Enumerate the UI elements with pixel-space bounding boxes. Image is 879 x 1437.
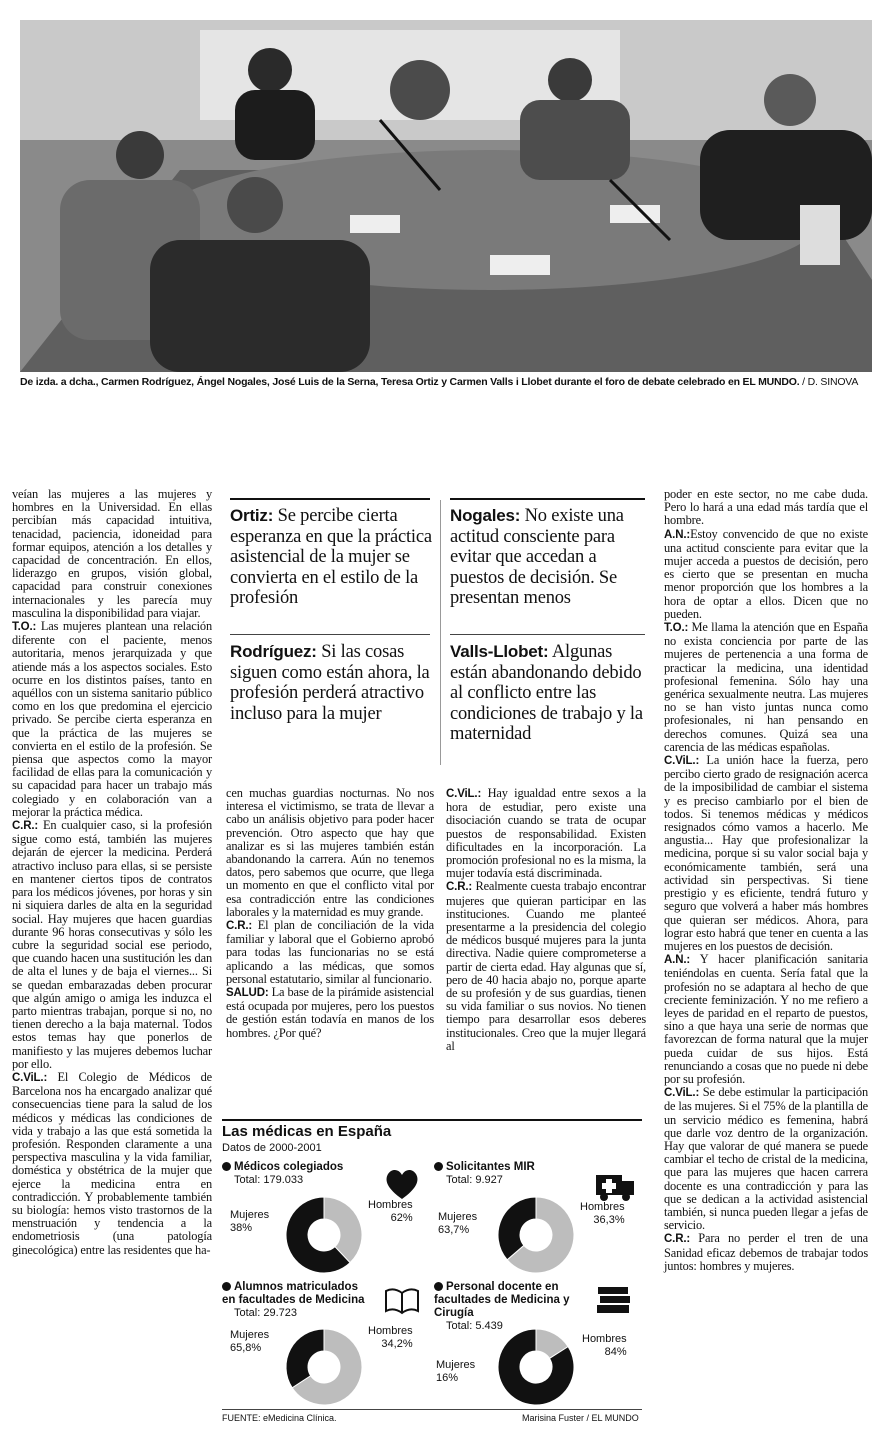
slice-value: 84% [604, 1346, 627, 1358]
paragraph: C.ViL.: El Colegio de Médicos de Barcelona nos ha encargado analizar qué consecuencias tiene para la salud de los médicos y médicas las condiciones de vida y trabajo a las que está sometida la profesión. Responden claramente a una perspectiva masculina y la vida familiar, doméstica y obstétrica de la mujer que ejerce la medicina entra en contradicción. Y probablemente también su biología: hemos visto trastornos de la menstruación y tendencia a la endometriosis (una patología ginecológica) entre las residentes que ha- [12, 1069, 212, 1257]
quote-divider [440, 500, 441, 765]
paragraph: C.R.: Realmente cuesta trabajo encontrar mujeres que quieran participar en las instituciones. Cuando me planteé presentarme a la presidencia del colegio de médicos busqué mujeres para la junta directiva. Nadie quiere comprometerse a partir de cierta edad. Hay algunas que sí, pero de 40 hacia abajo no, porque aparte de su profesión y de sus guardias, tienen su vida familiar o sus novios. No tienen tiempo para desarrollar esos deberes institucionales. Creo que la mujer llegará al [446, 879, 646, 1053]
infobox-bottom-rule [222, 1409, 642, 1410]
speaker-label: C.ViL.: [664, 755, 700, 768]
ambulance-icon [594, 1165, 634, 1203]
bullet-icon [434, 1282, 443, 1291]
quote-speaker: Valls-Llobet: [450, 642, 549, 661]
column-4 [664, 488, 868, 1273]
books-icon [594, 1281, 634, 1319]
paragraph: C.ViL.: Hay igualdad entre sexos a la hora de estudiar, pero existe una disociación cuando se trata de ocupar puestos de responsabilidad. Existen dificultades en la incorporación. La promoción profesional no es la misma, la mujer todavía está discriminada. [446, 786, 646, 881]
quote-separator-left [230, 634, 430, 635]
chart-panel [434, 1281, 639, 1409]
open-book-icon [382, 1281, 422, 1319]
slice-label [582, 1333, 627, 1359]
paragraph: SALUD: La base de la pirámide asistencial está ocupada por mujeres, pero los puestos de gestión están todavía en manos de los hombres. ¿Por qué? [226, 985, 434, 1040]
slice-label [580, 1201, 625, 1227]
chart-total: Total: 179.033 [234, 1174, 304, 1186]
slice-value: 16% [436, 1372, 459, 1384]
chart-title [222, 1161, 372, 1174]
infobox-title: Las médicas en España [222, 1123, 392, 1140]
speaker-label: A.N.: [664, 954, 691, 967]
column-2 [226, 787, 434, 1040]
paragraph: C.R.: Para no perder el tren de una Sanidad eficaz debemos de trabajar todos juntos: hombres y mujeres. [664, 1231, 868, 1273]
speaker-label: C.ViL.: [664, 1087, 700, 1100]
donut-chart [284, 1195, 364, 1275]
slice-name: Hombres [580, 1201, 625, 1213]
slice-name: Hombres [582, 1333, 627, 1345]
chart-title-text: Alumnos matriculados en facultades de Medicina [222, 1281, 365, 1306]
chart-total: Total: 29.723 [234, 1307, 297, 1319]
paragraph: A.N.: Y hacer planificación sanitaria teniéndolas en cuenta. Sería fatal que la profesión no se adaptara al hecho de que creciente feminización. Y no me refiero a leyes de paridad en el reparto de puestos, sino a que haya una serie de normas que favorezcan de forma natural que la mujer pueda cuidar de sus hijos. Está renunciando a cosas que no puede ni debe por su profesión. [664, 952, 868, 1086]
quote-speaker: Ortiz: [230, 506, 274, 525]
paragraph: C.R.: En cualquier caso, si la profesión sigue como está, también las mujeres dejarán de ejercer la medicina. Perderá atractivo incluso para ellas, si se persiste en mantener ciertos tipos de contratos para los médicos jóvenes, por horas y sin ni siquiera darles de alta en la seguridad social. Hay mujeres que hacen guardias durante 96 horas consecutivas y sólo les cubre la seguridad social ese periodo, que cuando hacen una sustitución les dan de alta el lunes y de baja el viernes... Si se quedan embarazadas deben procurar que algún amigo o amiga les induzca el parto mientras trabajan, porque si no, no tienen derecho a la baja maternal. Todos estos temas hay que ponerlos de manifiesto y las mujeres debemos luchar por ello. [12, 818, 212, 1071]
column-1 [12, 488, 212, 1257]
paragraph: veían las mujeres a las mujeres y hombres en la Universidad. En ellas percibían más capacidad intuitiva, tenacidad, paciencia, idoneidad para formar equipos, atención a los detalles y capacidad de concentración. En ellos, liderazgo en grupos, visión global, capacidad para construir conexiones internacionales y les parecía muy masculina la disponibilidad para viajar. [12, 487, 212, 620]
slice-value: 34,2% [381, 1338, 413, 1350]
speaker-label: C.R.: [12, 820, 39, 833]
quote-separator-right [450, 634, 645, 635]
paragraph: C.R.: El plan de conciliación de la vida familiar y laboral que el Gobierno aprobó para todas las funcionarias no se está aplicando a las médicas, que somos personal estatutario, similar al funcionario. [226, 918, 434, 986]
speaker-label: C.ViL.: [12, 1071, 48, 1084]
bullet-icon [222, 1162, 231, 1171]
chart-title [222, 1281, 372, 1307]
paragraph: poder en este sector, no me cabe duda. Pero lo hará a una edad más tardía que el hombre. [664, 487, 868, 528]
chart-title-text: Solicitantes MIR [446, 1161, 535, 1173]
slice-value: 65,8% [230, 1342, 262, 1354]
chart-title-text: Personal docente en facultades de Medicina y Cirugía [434, 1281, 570, 1319]
donut-chart [284, 1327, 364, 1407]
slice-name: Mujeres [230, 1209, 270, 1221]
chart-panel [434, 1161, 639, 1289]
heart-icon [382, 1165, 422, 1203]
pie-slice-hombres [286, 1329, 324, 1388]
infobox-top-rule [222, 1119, 642, 1121]
slice-value: 36,3% [593, 1214, 625, 1226]
chart-total: Total: 5.439 [446, 1320, 503, 1332]
paragraph: A.N.:Estoy convencido de que no existe una actitud consciente para evitar que la mujer acceda a puestos de decisión, pero es cierto que se presentan en mucha menor proporción que los hombres a la hora de optar a ellos. Dicen que no pueden. [664, 526, 868, 621]
chart-total: Total: 9.927 [446, 1174, 503, 1186]
speaker-label: T.O.: [664, 622, 689, 635]
bullet-icon [434, 1162, 443, 1171]
infobox-subtitle: Datos de 2000-2001 [222, 1142, 322, 1154]
paragraph: T.O.: Las mujeres plantean una relación diferente con el paciente, menos autoritaria, menos jerarquizada y que atiende más a los aspectos sociales. Esto ocurre en los distintos países, tanto en aquéllos con un sistema sanitario público como en los que predomina el ejercicio privado. Se percibe cierta esperanza en que la práctica de las mujeres se convierta en el estilo de la profesión. Se piensa que aspectos como la mayor facilidad de ellas para la comunicación y su capacidad para hacer un trabajo más colegiado y en colaboración van a mejorar la práctica médica. [12, 619, 212, 819]
chart-title [434, 1281, 584, 1320]
speaker-label: T.O.: [12, 621, 37, 634]
infobox-medicas [222, 1123, 642, 1423]
chart-source: FUENTE: eMedicina Clínica. [222, 1413, 337, 1423]
speaker-label: A.N.: [664, 528, 691, 541]
slice-value: 62% [390, 1212, 413, 1224]
photo-credit: / D. SINOVA [802, 376, 859, 388]
quote-speaker: Nogales: [450, 506, 521, 525]
slice-label [436, 1359, 475, 1385]
slice-value: 63,7% [438, 1224, 470, 1236]
slice-name: Mujeres [438, 1211, 478, 1223]
debate-photo [20, 20, 872, 372]
photo-illustration [20, 20, 872, 372]
chart-credit: Marisina Fuster / EL MUNDO [522, 1413, 639, 1423]
speaker-label: C.R.: [446, 881, 473, 894]
speaker-label: C.R.: [664, 1233, 691, 1246]
quote-valls-llobet [450, 642, 650, 745]
quote-text: Se percibe cierta esperanza en que la práctica asistencial de la mujer se convierta en el estilo de la profesión [230, 506, 432, 608]
quote-rule-left [230, 498, 430, 500]
slice-name: Hombres [368, 1325, 413, 1337]
quote-text: Algunas están abandonando debido al conflicto entre las condiciones de trabajo y la maternidad [450, 642, 643, 744]
chart-panel [222, 1161, 427, 1289]
slice-name: Mujeres [230, 1329, 270, 1341]
chart-panel [222, 1281, 427, 1409]
slice-label [368, 1199, 413, 1225]
paragraph: T.O.: Me llama la atención que en España no exista conciencia por parte de las mujeres de pertenencia a una forma de practicar la medicina, una identidad profesional femenina. Sólo hay una genérica sexualmente neutra. Las mujeres no se han visto juntas nunca como profesionales, ni han pensando en derechos comunes. Quizá sea una carencia de las médicas españolas. [664, 620, 868, 754]
quote-ortiz [230, 506, 435, 609]
column-3 [446, 787, 646, 1053]
quote-rodriguez [230, 642, 435, 724]
speaker-label: C.ViL.: [446, 788, 482, 800]
slice-name: Hombres [368, 1199, 413, 1211]
slice-label [438, 1211, 477, 1237]
quote-nogales [450, 506, 650, 609]
slice-label [230, 1209, 269, 1235]
slice-value: 38% [230, 1222, 253, 1234]
chart-title [434, 1161, 584, 1174]
quote-text: Si las cosas siguen como están ahora, la profesión perderá atractivo incluso para la mujer [230, 642, 430, 724]
slice-label [230, 1329, 269, 1355]
quote-speaker: Rodríguez: [230, 642, 317, 661]
slice-name: Mujeres [436, 1359, 476, 1371]
paragraph: C.ViL.: Se debe estimular la participación de las mujeres. Si el 75% de la plantilla de un servicio médico es femenina, habrá que darle voz dentro de la organización. Hay que valorar de qué manera se puede cambiar el techo de cristal de la medicina, que para las mujeres que hacen carrera docente es una contradicción y para las que se dedican a la actividad asistencial también, si nunca pueden llegar a jefas de servicio. [664, 1085, 868, 1233]
quote-text: No existe una actitud consciente para evitar que accedan a puestos de decisión. Se presentan menos [450, 506, 624, 608]
photo-caption [20, 376, 872, 388]
paragraph: C.ViL.: La unión hace la fuerza, pero percibo cierto grado de resignación acerca de la imposibilidad de cambiar el sistema y es preciso cambiarlo por el bien de todos. Si tenemos médicas y médicos resignados cómo vamos a hacerlo. Me angustia... Hay que profesionalizar la medicina, porque si su valor social baja y económicamente también, será una actividad sin perspectivas. Si tiene prestigio y es eficiente, tendrá futuro y seguro que volverá a haber más hombres que quieran ser médicos. Ahora, para lograr esto habrá que tener en cuenta a las mujeres en los puestos de decisión. [664, 753, 868, 953]
bullet-icon [222, 1282, 231, 1291]
slice-label [368, 1325, 413, 1351]
donut-chart [496, 1195, 576, 1275]
speaker-label: C.R.: [226, 920, 253, 933]
speaker-label: SALUD: [226, 987, 269, 1000]
chart-title-text: Médicos colegiados [234, 1161, 344, 1173]
paragraph: cen muchas guardias nocturnas. No nos interesa el victimismo, se trata de llevar a cabo un análisis objetivo para poder hacer prevención. Otro aspecto que hay que analizar es si las mujeres también están abandonando la carrera. Aún no tenemos datos, pero sabemos que ocurre, que llega un momento en que el conflicto vital por esa contradicción entre las condiciones laborales y la maternidad es muy grande. [226, 786, 434, 919]
donut-chart [496, 1327, 576, 1407]
quote-rule-right [450, 498, 645, 500]
caption-text: De izda. a dcha., Carmen Rodríguez, Ángel Nogales, José Luis de la Serna, Teresa Ortiz y Carmen Valls i Llobet durante el foro de debate celebrado en EL MUNDO. [20, 376, 800, 388]
